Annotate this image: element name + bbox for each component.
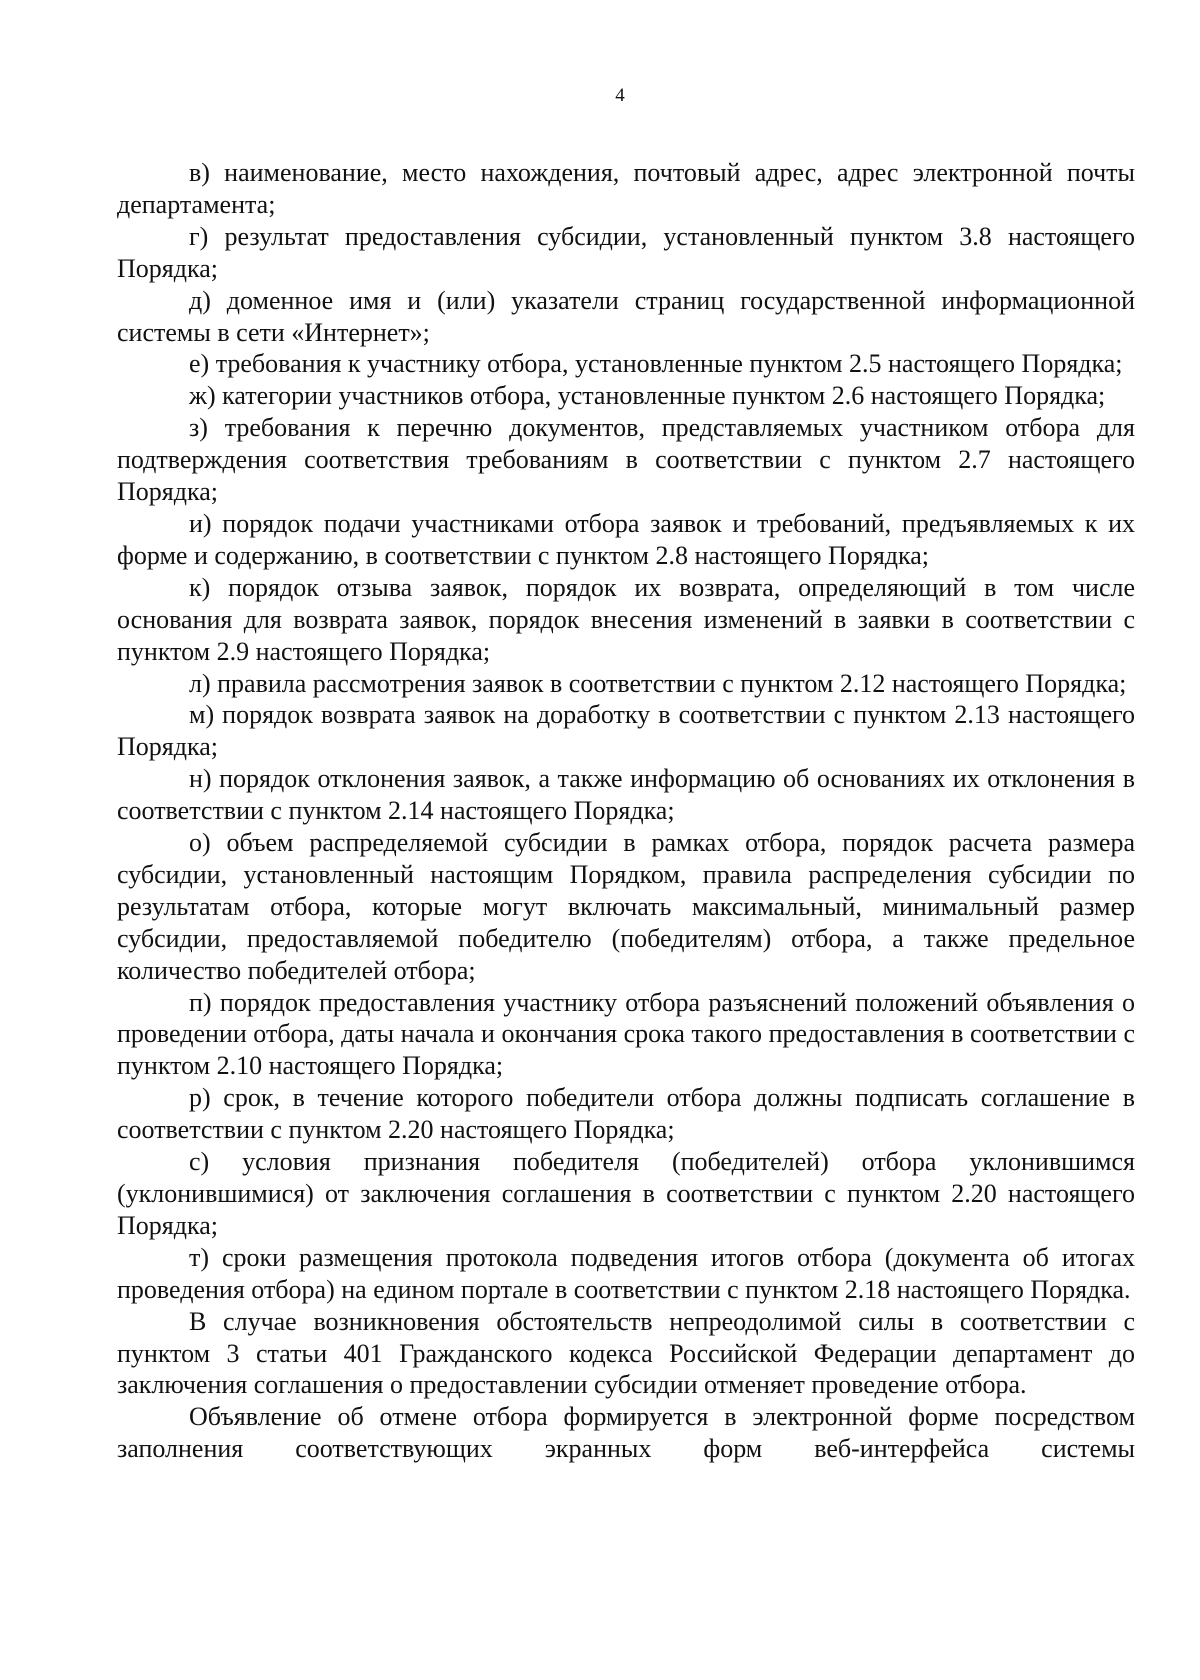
paragraph-r: р) срок, в течение которого победители отбора должны подписать соглашение в соответствии с пунктом 2.20 настоящего Порядка; xyxy=(117,1083,1135,1145)
paragraph-p: п) порядок предоставления участнику отбора разъяснений положений объявления о проведении отбора, даты начала и окончания срока такого предоставления в соответствии с пунктом 2.10 настоящего Порядка; xyxy=(117,987,1135,1081)
paragraph-force-majeure: В случае возникновения обстоятельств непреодолимой силы в соответствии с пунктом 3 статьи 401 Гражданского кодекса Российской Федерации департамент до заключения соглашения о предоставлении субсидии отменяет проведение отбора. xyxy=(117,1306,1135,1400)
paragraph-g: г) результат предоставления субсидии, установленный пунктом 3.8 настоящего Порядка; xyxy=(117,221,1135,283)
paragraph-k: к) порядок отзыва заявок, порядок их возврата, определяющий в том числе основания для возврата заявок, порядок внесения изменений в заявки в соответствии с пунктом 2.9 настоящего Порядка; xyxy=(117,572,1135,666)
paragraph-z: з) требования к перечню документов, представляемых участником отбора для подтверждения соответствия требованиям в соответствии с пунктом 2.7 настоящего Порядка; xyxy=(117,413,1135,507)
paragraph-o: о) объем распределяемой субсидии в рамках отбора, порядок расчета размера субсидии, установленный настоящим Порядком, правила распределения субсидии по результатам отбора, которые могут включать максимальный, минимальный размер субсидии, предоставляемой победителю (победителям) отбора, а также предельное количество победителей отбора; xyxy=(117,828,1135,985)
paragraph-zh: ж) категории участников отбора, установленные пунктом 2.6 настоящего Порядка; xyxy=(189,381,1106,411)
paragraph-cancellation-notice: Объявление об отмене отбора формируется в электронной форме посредством заполнения соответствующих экранных форм веб-интерфейса системы xyxy=(117,1402,1135,1464)
paragraph-d: д) доменное имя и (или) указатели страниц государственной информационной системы в сети «Интернет»; xyxy=(117,285,1135,347)
page-number: 4 xyxy=(615,85,625,106)
paragraph-m: м) порядок возврата заявок на доработку в соответствии с пунктом 2.13 настоящего Порядка; xyxy=(117,700,1135,762)
paragraph-l: л) правила рассмотрения заявок в соответствии с пунктом 2.12 настоящего Порядка; xyxy=(189,668,1127,698)
paragraph-t: т) сроки размещения протокола подведения итогов отбора (документа об итогах проведения отбора) на едином портале в соответствии с пунктом 2.18 настоящего Порядка. xyxy=(117,1242,1135,1304)
document-body xyxy=(117,157,1135,1465)
paragraph-v: в) наименование, место нахождения, почтовый адрес, адрес электронной почты департамента; xyxy=(117,158,1135,219)
paragraph-i: и) порядок подачи участниками отбора заявок и требований, предъявляемых к их форме и содержанию, в соответствии с пунктом 2.8 настоящего Порядка; xyxy=(117,508,1135,570)
paragraph-e: е) требования к участнику отбора, установленные пунктом 2.5 настоящего Порядка; xyxy=(189,349,1123,379)
paragraph-n: н) порядок отклонения заявок, а также информацию об основаниях их отклонения в соответствии с пунктом 2.14 настоящего Порядка; xyxy=(117,764,1135,826)
paragraph-s: с) условия признания победителя (победителей) отбора уклонившимся (уклонившимися) от заключения соглашения в соответствии с пунктом 2.20 настоящего Порядка; xyxy=(117,1147,1135,1240)
